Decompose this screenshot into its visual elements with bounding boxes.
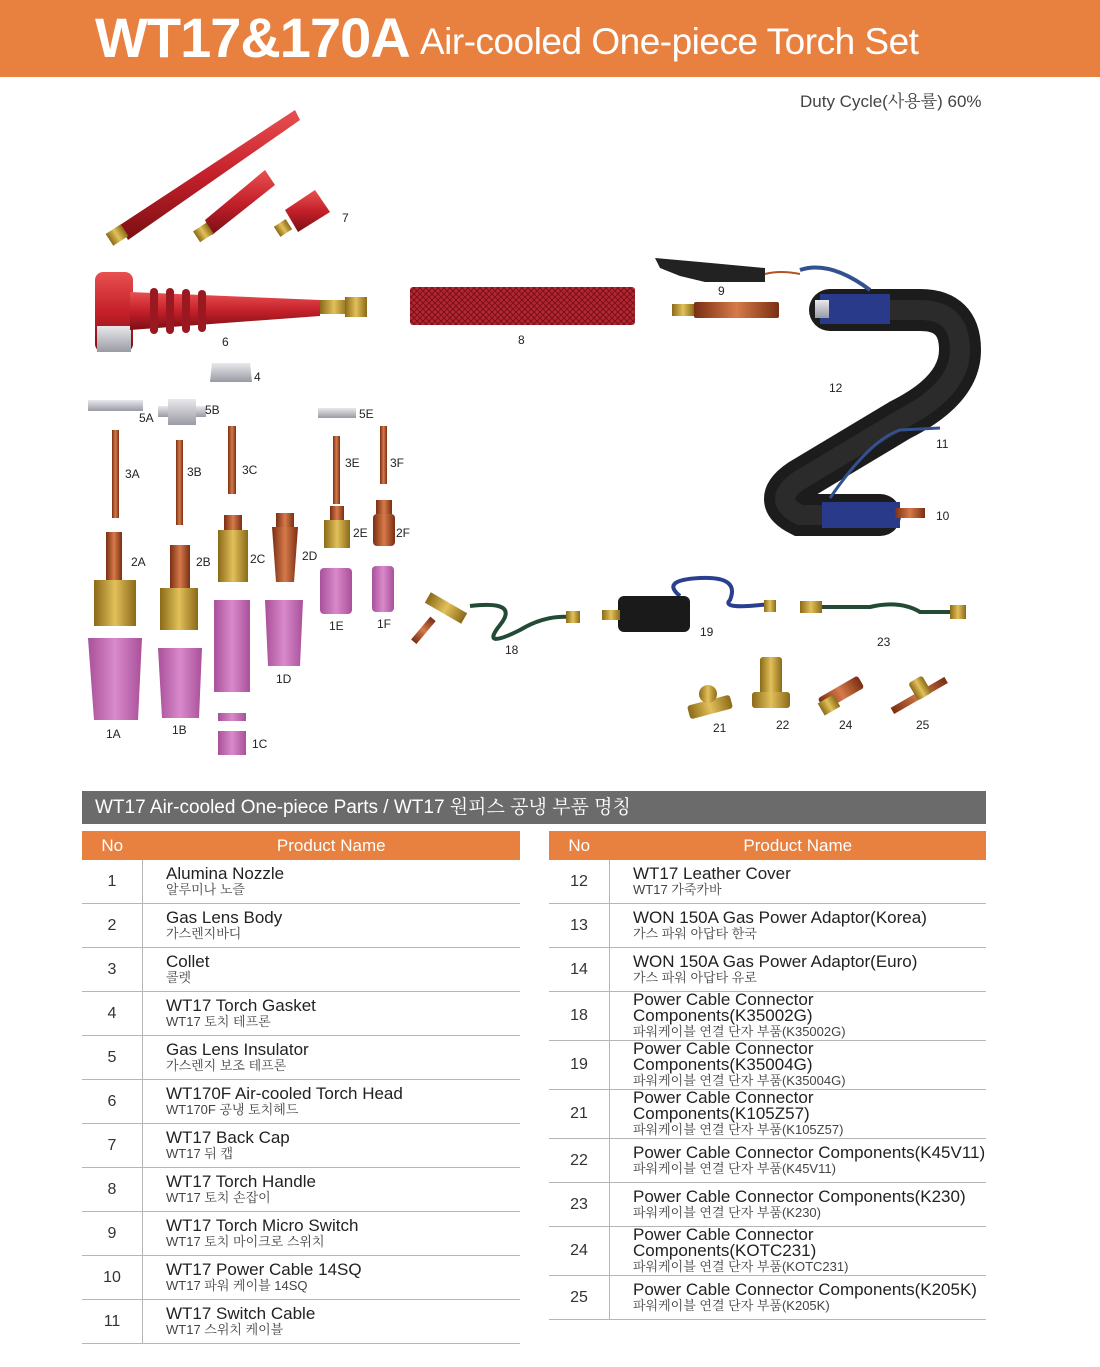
callout-25: 25	[916, 718, 930, 732]
torch-head	[95, 272, 367, 352]
table-row	[549, 1041, 986, 1090]
callout-10: 10	[936, 509, 950, 523]
power-cable-connector-25	[891, 675, 948, 714]
part-number: 13	[549, 904, 610, 948]
table-row	[549, 992, 986, 1041]
part-name-kr: 파워케이블 연결 단자 부품(K45V11)	[633, 1160, 836, 1176]
part-number: 8	[82, 1168, 143, 1212]
table-row	[549, 1227, 986, 1276]
callout-22: 22	[776, 718, 790, 732]
part-name-kr: 가스렌지 보조 테프론	[166, 1057, 287, 1073]
callout-2d: 2D	[302, 549, 318, 563]
part-name-kr: 콜렛	[166, 969, 192, 985]
part-name-cell	[610, 860, 987, 904]
part-number: 22	[549, 1139, 610, 1183]
part-name-kr: 파워케이블 연결 단자 부품(K205K)	[633, 1297, 830, 1313]
part-name-en: Collet	[166, 951, 210, 971]
table-row	[549, 1139, 986, 1183]
table-row	[549, 948, 986, 992]
back-cap-short	[274, 190, 330, 237]
power-cable-connector-23	[800, 601, 966, 619]
callout-2c: 2C	[250, 552, 266, 566]
header-banner	[0, 0, 1100, 77]
part-name-cell	[610, 1183, 987, 1227]
gas-lens-body-2e	[324, 506, 350, 548]
table-row	[549, 1276, 986, 1320]
table-row	[82, 1080, 520, 1124]
power-cable-connector-18	[411, 592, 580, 644]
callout-8: 8	[518, 333, 525, 347]
part-name-kr: 가스 파워 아답타 한국	[633, 925, 757, 941]
part-name-kr: 파워케이블 연결 단자 부품(K105Z57)	[633, 1122, 844, 1137]
part-name-cell	[610, 992, 987, 1041]
callout-24: 24	[839, 718, 853, 732]
part-name-en: Power Cable Connector Components(K35002G)	[633, 990, 814, 1025]
gas-lens-body-2f	[373, 500, 395, 546]
callout-2f: 2F	[396, 526, 411, 540]
callout-1d: 1D	[276, 672, 292, 686]
part-number: 6	[82, 1080, 143, 1124]
table-row	[82, 1212, 520, 1256]
model-title: WT17&170A	[95, 6, 410, 69]
part-name-en: Power Cable Connector Components(K45V11)	[633, 1142, 986, 1162]
table-row	[82, 860, 520, 904]
part-number: 24	[549, 1227, 610, 1276]
exploded-parts-diagram	[0, 80, 1100, 770]
power-cable-connector-22	[752, 657, 790, 708]
part-name-en: WON 150A Gas Power Adaptor(Euro)	[633, 951, 918, 971]
part-number: 18	[549, 992, 610, 1041]
callout-2a: 2A	[131, 555, 146, 569]
part-name-kr: 가스렌지바디	[166, 925, 242, 941]
part-name-kr: WT17 스위치 케이블	[166, 1321, 284, 1337]
part-name-cell	[143, 860, 521, 904]
part-name-kr: WT17 토치 테프론	[166, 1013, 271, 1029]
table-row	[549, 904, 986, 948]
gas-lens-body-2d	[272, 513, 298, 582]
column-header-product-name: Product Name	[143, 831, 521, 860]
column-header-product-name: Product Name	[610, 831, 987, 860]
part-name-en: Power Cable Connector Components(K230)	[633, 1186, 966, 1206]
part-name-en: Power Cable Connector Components(K105Z57)	[633, 1088, 814, 1123]
callout-11: 11	[936, 437, 949, 451]
part-name-en: Power Cable Connector Components(K205K)	[633, 1279, 977, 1299]
part-number: 2	[82, 904, 143, 948]
callout-12: 12	[829, 381, 843, 395]
table-row	[82, 992, 520, 1036]
table-row	[549, 1090, 986, 1139]
part-number: 14	[549, 948, 610, 992]
parts-section-title	[82, 791, 986, 824]
power-cable-connector-24	[818, 675, 865, 715]
part-number: 19	[549, 1041, 610, 1090]
table-row	[82, 904, 520, 948]
callout-3b: 3B	[187, 465, 202, 479]
callout-3c: 3C	[242, 463, 258, 477]
callout-21: 21	[713, 721, 727, 735]
part-number: 10	[82, 1256, 143, 1300]
callout-9: 9	[718, 284, 725, 298]
gas-lens-body-2b	[160, 545, 198, 630]
table-header-row	[82, 831, 520, 860]
part-name-cell	[143, 1036, 521, 1080]
part-name-en: WT170F Air-cooled Torch Head	[166, 1083, 403, 1103]
part-name-kr: WT17 파워 케이블 14SQ	[166, 1277, 308, 1293]
part-name-cell	[610, 948, 987, 992]
torch-gasket	[210, 363, 252, 382]
part-number: 5	[82, 1036, 143, 1080]
part-number: 7	[82, 1124, 143, 1168]
part-name-cell	[610, 1227, 987, 1276]
callout-5b: 5B	[205, 403, 220, 417]
gas-lens-body-2c	[218, 515, 248, 582]
part-name-cell	[610, 1090, 987, 1139]
part-name-en: WT17 Torch Gasket	[166, 995, 316, 1015]
callout-1c: 1C	[252, 737, 268, 751]
part-number: 21	[549, 1090, 610, 1139]
part-number: 12	[549, 860, 610, 904]
table-row	[549, 860, 986, 904]
product-subtitle: Air-cooled One-piece Torch Set	[420, 21, 919, 62]
table-row	[82, 1168, 520, 1212]
callout-5e: 5E	[359, 407, 374, 421]
alumina-nozzle-1c	[214, 600, 250, 755]
part-name-kr: WT17 가죽카바	[633, 881, 722, 897]
part-name-kr: 파워케이블 연결 단자 부품(K230)	[633, 1204, 821, 1220]
torch-micro-switch	[655, 258, 800, 318]
callout-1a: 1A	[106, 727, 121, 741]
part-number: 4	[82, 992, 143, 1036]
part-name-kr: 파워케이블 연결 단자 부품(K35002G)	[633, 1024, 846, 1039]
column-header-no: No	[82, 831, 143, 860]
gas-lens-body-2a	[94, 532, 136, 626]
part-name-en: Power Cable Connector Components(KOTC231)	[633, 1225, 817, 1260]
table-row	[82, 1124, 520, 1168]
part-name-cell	[610, 1139, 987, 1183]
part-name-en: WT17 Torch Micro Switch	[166, 1215, 359, 1235]
part-number: 25	[549, 1276, 610, 1320]
part-name-cell	[143, 1124, 521, 1168]
part-name-cell	[143, 1212, 521, 1256]
callout-4: 4	[254, 370, 261, 384]
table-row	[82, 1256, 520, 1300]
power-cable-connector-21	[687, 685, 733, 719]
callout-19: 19	[700, 625, 714, 639]
collet-3f	[380, 426, 387, 484]
part-name-en: WT17 Switch Cable	[166, 1303, 316, 1323]
leather-cover-hose	[785, 268, 960, 529]
part-name-kr: 가스 파워 아답타 유로	[633, 969, 757, 985]
callout-2e: 2E	[353, 526, 368, 540]
part-name-cell	[143, 1080, 521, 1124]
part-name-cell	[143, 1256, 521, 1300]
callout-5a: 5A	[139, 411, 154, 425]
callout-1f: 1F	[377, 617, 392, 631]
callout-2b: 2B	[196, 555, 211, 569]
part-name-kr: WT17 토치 손잡이	[166, 1189, 271, 1205]
collet-3a	[112, 430, 119, 518]
part-name-kr: 알루미나 노즐	[166, 881, 245, 897]
part-name-kr: 파워케이블 연결 단자 부품(KOTC231)	[633, 1259, 849, 1274]
gas-lens-insulator-5b	[158, 399, 206, 425]
part-name-kr: WT170F 공냉 토치헤드	[166, 1101, 299, 1117]
part-name-cell	[610, 1276, 987, 1320]
part-name-en: Power Cable Connector Components(K35004G)	[633, 1039, 814, 1074]
part-name-kr: WT17 토치 마이크로 스위치	[166, 1233, 325, 1249]
parts-table-left	[82, 831, 520, 1344]
part-name-en: Gas Lens Body	[166, 907, 283, 927]
callout-18: 18	[505, 643, 519, 657]
gas-lens-insulator-5e	[318, 408, 356, 418]
part-name-cell	[143, 1168, 521, 1212]
part-name-cell	[143, 904, 521, 948]
alumina-nozzle-1b	[158, 648, 202, 718]
callout-6: 6	[222, 335, 229, 349]
callout-23: 23	[877, 635, 891, 649]
table-row	[549, 1183, 986, 1227]
part-number: 3	[82, 948, 143, 992]
callout-3f: 3F	[390, 456, 405, 470]
callout-1b: 1B	[172, 723, 187, 737]
callout-3a: 3A	[125, 467, 140, 481]
part-name-cell	[610, 904, 987, 948]
table-header-row	[549, 831, 986, 860]
duty-cycle-label: Duty Cycle(사용률) 60%	[800, 92, 982, 111]
alumina-nozzle-1d	[265, 600, 303, 666]
part-name-en: Gas Lens Insulator	[166, 1039, 309, 1059]
part-name-kr: WT17 뒤 캡	[166, 1145, 234, 1161]
parts-section-title-text: WT17 Air-cooled One-piece Parts / WT17 원피스 공냉 부품 명칭	[95, 797, 631, 818]
collet-3b	[176, 440, 183, 525]
part-name-en: WT17 Torch Handle	[166, 1171, 316, 1191]
part-name-cell	[143, 948, 521, 992]
table-row	[82, 948, 520, 992]
part-name-en: WT17 Leather Cover	[633, 863, 791, 883]
table-row	[82, 1036, 520, 1080]
part-number: 11	[82, 1300, 143, 1344]
callout-1e: 1E	[329, 619, 344, 633]
alumina-nozzle-1a	[88, 638, 142, 720]
part-number: 9	[82, 1212, 143, 1256]
alumina-nozzle-1f	[372, 566, 394, 612]
collet-3e	[333, 436, 340, 504]
callout-7: 7	[342, 211, 349, 225]
part-number: 1	[82, 860, 143, 904]
part-name-en: WT17 Power Cable 14SQ	[166, 1259, 362, 1279]
part-name-kr: 파워케이블 연결 단자 부품(K35004G)	[633, 1073, 846, 1088]
parts-table-right	[549, 831, 986, 1320]
part-number: 23	[549, 1183, 610, 1227]
power-cable-connector-19	[602, 578, 776, 632]
part-name-en: WT17 Back Cap	[166, 1127, 290, 1147]
gas-lens-insulator-5a	[88, 400, 143, 411]
table-row	[82, 1300, 520, 1344]
part-name-cell	[610, 1041, 987, 1090]
part-name-en: Alumina Nozzle	[166, 863, 285, 883]
collet-3c	[228, 426, 236, 494]
part-name-cell	[143, 1300, 521, 1344]
torch-handle	[410, 287, 635, 325]
alumina-nozzle-1e	[320, 568, 352, 614]
callout-3e: 3E	[345, 456, 360, 470]
part-name-en: WON 150A Gas Power Adaptor(Korea)	[633, 907, 927, 927]
column-header-no: No	[549, 831, 610, 860]
part-name-cell	[143, 992, 521, 1036]
